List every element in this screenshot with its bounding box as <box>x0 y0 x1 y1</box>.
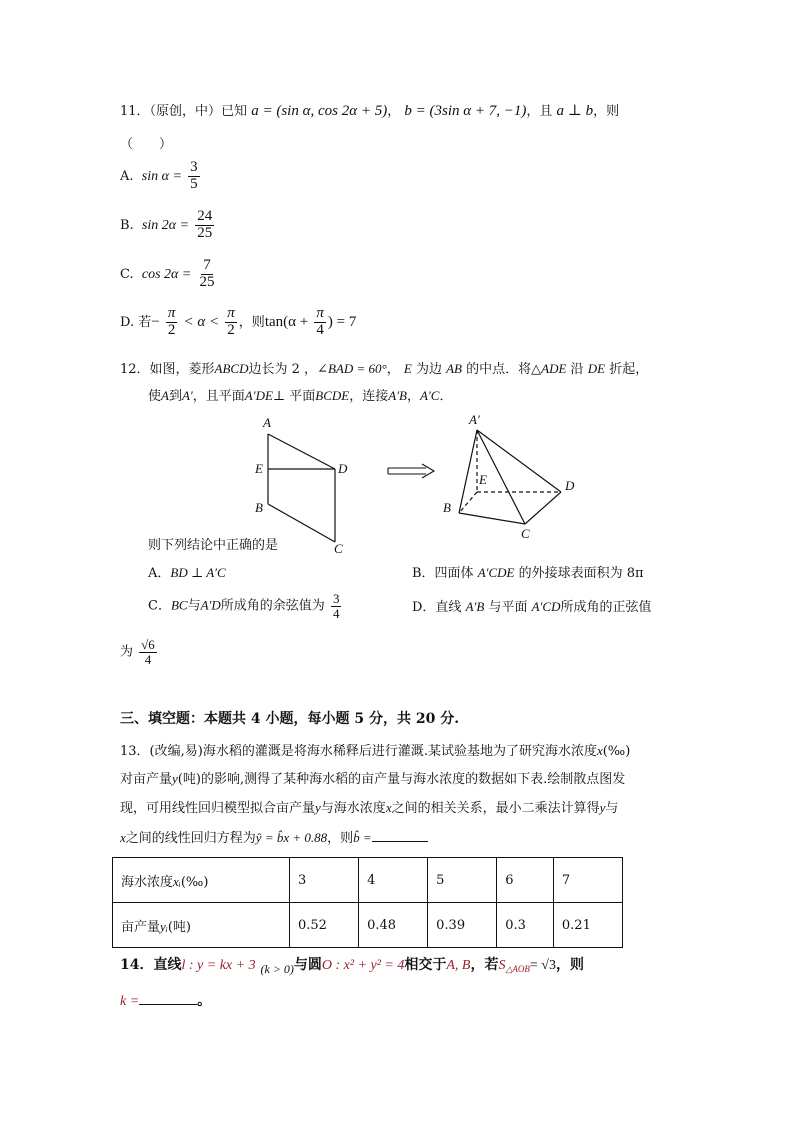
math: A′DE <box>244 388 273 403</box>
text: 与圆 <box>293 957 322 973</box>
option-label: C． <box>148 598 171 614</box>
math: ADE <box>541 361 567 376</box>
math: BCDE <box>315 388 350 403</box>
q11-option-d <box>120 306 356 339</box>
option-label: D．直线 <box>412 600 462 615</box>
label-A: A <box>263 415 271 430</box>
math: BC <box>170 597 188 613</box>
text: 边长为 2 ， <box>248 362 318 377</box>
option-lhs: sin α = <box>141 168 182 184</box>
q13-line2 <box>120 768 625 787</box>
math: x <box>385 800 392 815</box>
vector-a: a = (sin α, cos 2α + 5) <box>251 103 388 119</box>
points: A, B <box>446 958 471 973</box>
frac-den: 25 <box>199 273 215 290</box>
fraction <box>225 306 237 339</box>
q11-tag: （原创，中） <box>149 104 222 119</box>
edge-ApD <box>477 430 561 492</box>
math: AB <box>446 361 462 376</box>
table-cell: 6 <box>497 858 554 903</box>
math: A′CD <box>531 599 561 614</box>
frac-num: 7 <box>203 257 211 273</box>
fraction <box>139 638 157 666</box>
table-cell: 7 <box>553 858 622 903</box>
math: A′C <box>420 388 440 403</box>
q14-line2 <box>120 990 211 1010</box>
frac-den: 4 <box>332 605 340 621</box>
q12-option-d <box>412 596 651 615</box>
condition: (k > 0) <box>260 962 294 976</box>
label-D2: D <box>565 478 575 493</box>
math: y <box>599 800 606 815</box>
table-row <box>113 858 623 903</box>
edge-CD <box>525 492 561 524</box>
text: 12．如图，菱形 <box>120 362 215 377</box>
text: ，若 <box>470 957 499 973</box>
q12-option-a <box>148 562 226 581</box>
option-label: C. <box>120 266 134 282</box>
math: b̂ = <box>353 830 372 845</box>
option-label: B. <box>120 217 134 233</box>
text: 沿 <box>570 362 584 377</box>
label-B: B <box>255 500 263 515</box>
fraction <box>166 306 178 339</box>
k-label: k = <box>120 994 140 1009</box>
frac-num: 24 <box>197 208 213 224</box>
q11-option-a <box>120 160 202 193</box>
regression-equation: ŷ = b̂x + 0.88 <box>255 830 328 845</box>
q13-line1 <box>120 740 630 759</box>
text: 亩产量 <box>121 919 161 935</box>
math: DE <box>587 361 606 376</box>
area-value: = √3 <box>529 958 556 973</box>
table-cell: 0.3 <box>497 903 554 948</box>
math: A <box>161 388 169 403</box>
q13-line4 <box>120 827 428 846</box>
label-B2: B <box>443 500 451 515</box>
tetrahedron-figure <box>435 408 585 543</box>
label-C2: C <box>521 526 530 541</box>
text: ⊥ 平面 <box>272 389 316 404</box>
frac-den: 4 <box>144 651 152 667</box>
math: x <box>596 743 603 758</box>
math: E <box>403 361 412 376</box>
option-lhs: cos 2α = <box>141 266 192 282</box>
math: ∠BAD = 60° <box>317 361 387 376</box>
text: 折起， <box>609 362 649 377</box>
tan-expr: tan(α + <box>264 313 309 330</box>
text: 14．直线 <box>120 957 182 973</box>
text: 与海水浓度 <box>320 801 386 816</box>
table-cell: 4 <box>359 858 428 903</box>
fraction <box>195 209 214 242</box>
text: 使 <box>148 389 162 404</box>
math: A′D <box>200 597 221 613</box>
fraction <box>331 592 342 620</box>
math: xᵢ <box>173 873 181 889</box>
text: 的外接球表面积为 8π <box>518 566 644 581</box>
math: ABCD <box>214 361 249 376</box>
q14-line1 <box>120 954 584 974</box>
option-label: A. <box>120 168 134 184</box>
vector-b: b = (3sin α + 7, −1) <box>404 103 527 119</box>
q11-paren: （ ） <box>120 137 173 152</box>
table-cell: 0.39 <box>428 903 497 948</box>
label-D: D <box>338 461 348 476</box>
q12-line2 <box>148 385 452 404</box>
label-E: E <box>255 461 263 476</box>
minus-sign: − <box>151 313 160 330</box>
frac-num: π <box>227 305 235 321</box>
text: 之间的线性回归方程为 <box>125 831 256 846</box>
fraction <box>188 160 200 193</box>
text: (‰) <box>602 744 631 759</box>
perp-condition: a ⊥ b <box>556 103 594 119</box>
option-label: D. <box>120 314 135 330</box>
frac-num: π <box>316 305 324 321</box>
text: ， <box>386 362 400 377</box>
frac-den: 25 <box>197 224 213 241</box>
math: A′B <box>465 599 485 614</box>
text: 与 <box>187 598 201 614</box>
frac-num: 3 <box>332 591 340 606</box>
q11-sep: ， <box>387 104 401 119</box>
table-cell: 0.48 <box>359 903 428 948</box>
table-header-cell <box>113 903 290 948</box>
text: ， <box>406 389 420 404</box>
text: 所成角的正弦值 <box>560 600 652 615</box>
option-label: A． <box>148 566 171 581</box>
table-cell: 0.52 <box>290 903 359 948</box>
text: ，连接 <box>349 389 389 404</box>
math: A′B <box>388 388 407 403</box>
frac-num: √6 <box>141 637 155 652</box>
frac-den: 4 <box>316 321 324 338</box>
option-text: 若 <box>138 314 152 330</box>
text: (‰) <box>180 874 209 890</box>
edge-BC <box>268 504 335 542</box>
area-symbol: S <box>498 958 506 973</box>
fraction <box>314 306 326 339</box>
text: ，则 <box>556 957 584 973</box>
q12-prompt: 则下列结论中正确的是 <box>148 538 279 553</box>
text: 相交于 <box>404 957 447 973</box>
frac-num: π <box>167 305 176 321</box>
q11-cond: ，且 <box>526 104 553 119</box>
frac-num: 3 <box>190 159 198 175</box>
q12-option-c <box>148 592 343 620</box>
text: (吨)的影响,测得了某种海水稻的亩产量与海水浓度的数据如下表.绘制散点图发 <box>177 772 626 787</box>
option-text: ，则 <box>238 314 265 330</box>
math: y <box>172 771 178 786</box>
text: 13．(改编,易)海水稻的灌溉是将海水稀释后进行灌溉.某试验基地为了研究海水浓度 <box>120 744 597 759</box>
text: 之间的相关关系，最小二乘法计算得 <box>391 801 600 816</box>
table-row <box>113 903 623 948</box>
edge-AD <box>268 434 335 469</box>
circle-equation: O : x² + y² = 4 <box>321 958 405 973</box>
edge-BC <box>459 513 525 524</box>
math: y <box>315 800 321 815</box>
text: 与平面 <box>488 600 528 615</box>
data-table <box>112 857 623 948</box>
frac-den: 5 <box>190 175 198 192</box>
edge-ApB <box>459 430 477 513</box>
text: (吨) <box>167 919 191 935</box>
q12-option-b <box>412 562 644 581</box>
inequality: < α < <box>183 313 220 330</box>
q11-option-b <box>120 209 216 242</box>
section-title: 三、填空题：本题共 4 小题，每小题 5 分，共 20 分. <box>120 711 460 727</box>
math: yᵢ <box>160 918 168 934</box>
label-Ap: A′ <box>469 412 480 427</box>
frac-den: 2 <box>167 321 176 338</box>
table-cell: 5 <box>428 858 497 903</box>
q11-option-c <box>120 258 219 291</box>
table-header-cell <box>113 858 290 903</box>
q13-line3 <box>120 797 618 816</box>
text: 所成角的余弦值为 <box>220 598 325 614</box>
text: ． <box>439 389 453 404</box>
frac-den: 2 <box>227 321 235 338</box>
fold-arrow <box>386 462 438 480</box>
text: 的中点．将△ <box>466 362 542 377</box>
tan-rhs: ) = 7 <box>327 313 357 330</box>
answer-blank <box>372 829 428 842</box>
text: 为 <box>120 644 134 660</box>
line-equation: l : y = kx + 3 <box>181 958 256 973</box>
option-lhs: sin 2α = <box>141 217 190 233</box>
q11-number: 11． <box>120 104 150 119</box>
q12-line1 <box>120 358 648 377</box>
text: ，则 <box>327 831 354 846</box>
q12-option-d-cont <box>120 638 159 666</box>
fraction <box>198 258 217 291</box>
q11-stem <box>120 100 619 120</box>
math: BD ⊥ A′C <box>170 565 226 580</box>
area-subscript: △AOB <box>505 964 530 974</box>
label-C: C <box>334 541 343 556</box>
q11-stem-text: 已知 <box>221 104 248 119</box>
text: 海水浓度 <box>121 874 174 890</box>
text: 。 <box>197 993 212 1009</box>
option-label: B．四面体 <box>412 566 474 581</box>
math: A′ <box>181 388 193 403</box>
text: 对亩产量 <box>120 772 173 787</box>
table-cell: 3 <box>290 858 359 903</box>
answer-blank <box>139 992 197 1005</box>
text: 现，可用线性回归模型拟合亩产量 <box>120 801 316 816</box>
text: ，且平面 <box>192 389 245 404</box>
math: A′CDE <box>477 565 515 580</box>
text: 为边 <box>415 362 442 377</box>
table-cell: 0.21 <box>553 903 622 948</box>
text: 到 <box>168 389 182 404</box>
math: x <box>120 830 126 845</box>
text: 与 <box>605 801 619 816</box>
label-E2: E <box>479 472 487 487</box>
q11-then: ，则 <box>593 104 620 119</box>
